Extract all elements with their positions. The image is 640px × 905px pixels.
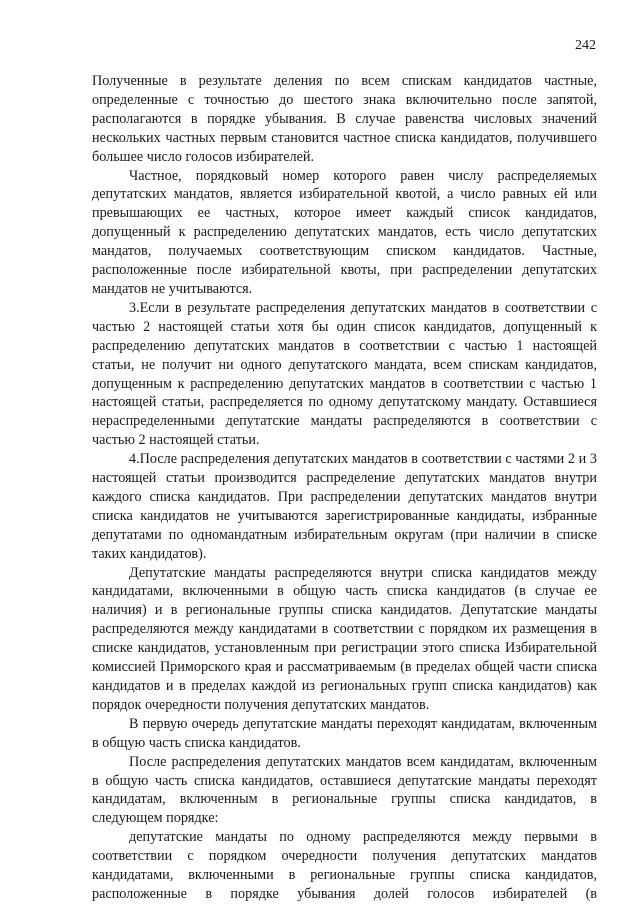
paragraph-regional-groups: После распределения депутатских мандатов всем кандидатам, включенным в общую часть списка кандидатов, оставшиеся депутатские мандаты переходят кандидатам, включенным в региональные группы списка кандидатов, в следующем порядке: [92, 753, 597, 827]
page-number: 242 [575, 38, 596, 53]
paragraph-first-priority: В первую очередь депутатские мандаты переходят кандидатам, включенным в общую часть списка кандидатов. [92, 715, 597, 751]
paragraph-mandates-within-list: Депутатские мандаты распределяются внутри списка кандидатов между кандидатами, включенными в общую часть списка кандидатов (в случае ее наличия) и в региональные группы списка кандидатов. Депутатские мандаты распределяются между кандидатами в соответствии с порядком их размещения в списке кандидатов, установленным при регистрации этого списка Избирательной комиссией Приморского края и рассматриваемым (в пределах общей части списка кандидатов и в пределах каждой из региональных групп списка кандидатов) как порядок очередности получения депутатских мандатов. [92, 564, 597, 713]
paragraph-item-4: 4.После распределения депутатских мандатов в соответствии с частями 2 и 3 настоящей статьи производится распределение депутатских мандатов внутри каждого списка кандидатов. При распределении депутатских мандатов внутри списка кандидатов не учитываются зарегистрированные кандидаты, избранные депутатами по одномандатным избирательным округам (при наличии в списке таких кандидатов). [92, 451, 597, 562]
document-body [92, 72, 597, 904]
paragraph-item-3: 3.Если в результате распределения депутатских мандатов в соответствии с частью 2 настоящей статьи хотя бы один список кандидатов, допущенный к распределению депутатских мандатов в соответствии с частью 1 настоящей статьи, не получит ни одного депутатского мандата, всем спискам кандидатов, допущенным к распределению депутатских мандатов в соответствии с частью 1 настоящей статьи, распределяется по одному депутатскому мандату. Оставшиеся нераспределенными депутатские мандаты распределяются в соответствии с частью 2 настоящей статьи. [92, 299, 597, 449]
paragraph-quotients-order: Полученные в результате деления по всем спискам кандидатов частные, определенные с точностью до шестого знака включительно после запятой, располагаются в порядке убывания. В случае равенства числовых значений нескольких частных первым становится частное списка кандидатов, получившего большее число голосов избирателей. [92, 73, 597, 165]
paragraph-electoral-quota: Частное, порядковый номер которого равен числу распределяемых депутатских мандатов, является избирательной квотой, а число равных ей или превышающих ее частных, которое имеет каждый список кандидатов, допущенный к распределению депутатских мандатов, есть число депутатских мандатов, получаемых соответствующим списком кандидатов. Частные, расположенные после избирательной квоты, при распределении депутатских мандатов не учитываются. [92, 167, 597, 297]
paragraph-distribution-order: депутатские мандаты по одному распределяются между первыми в соответствии с порядком очередности получения депутатских мандатов кандидатами, включенными в региональные группы списка кандидатов, расположенные в порядке убывания долей голосов избирателей (в [92, 829, 597, 902]
